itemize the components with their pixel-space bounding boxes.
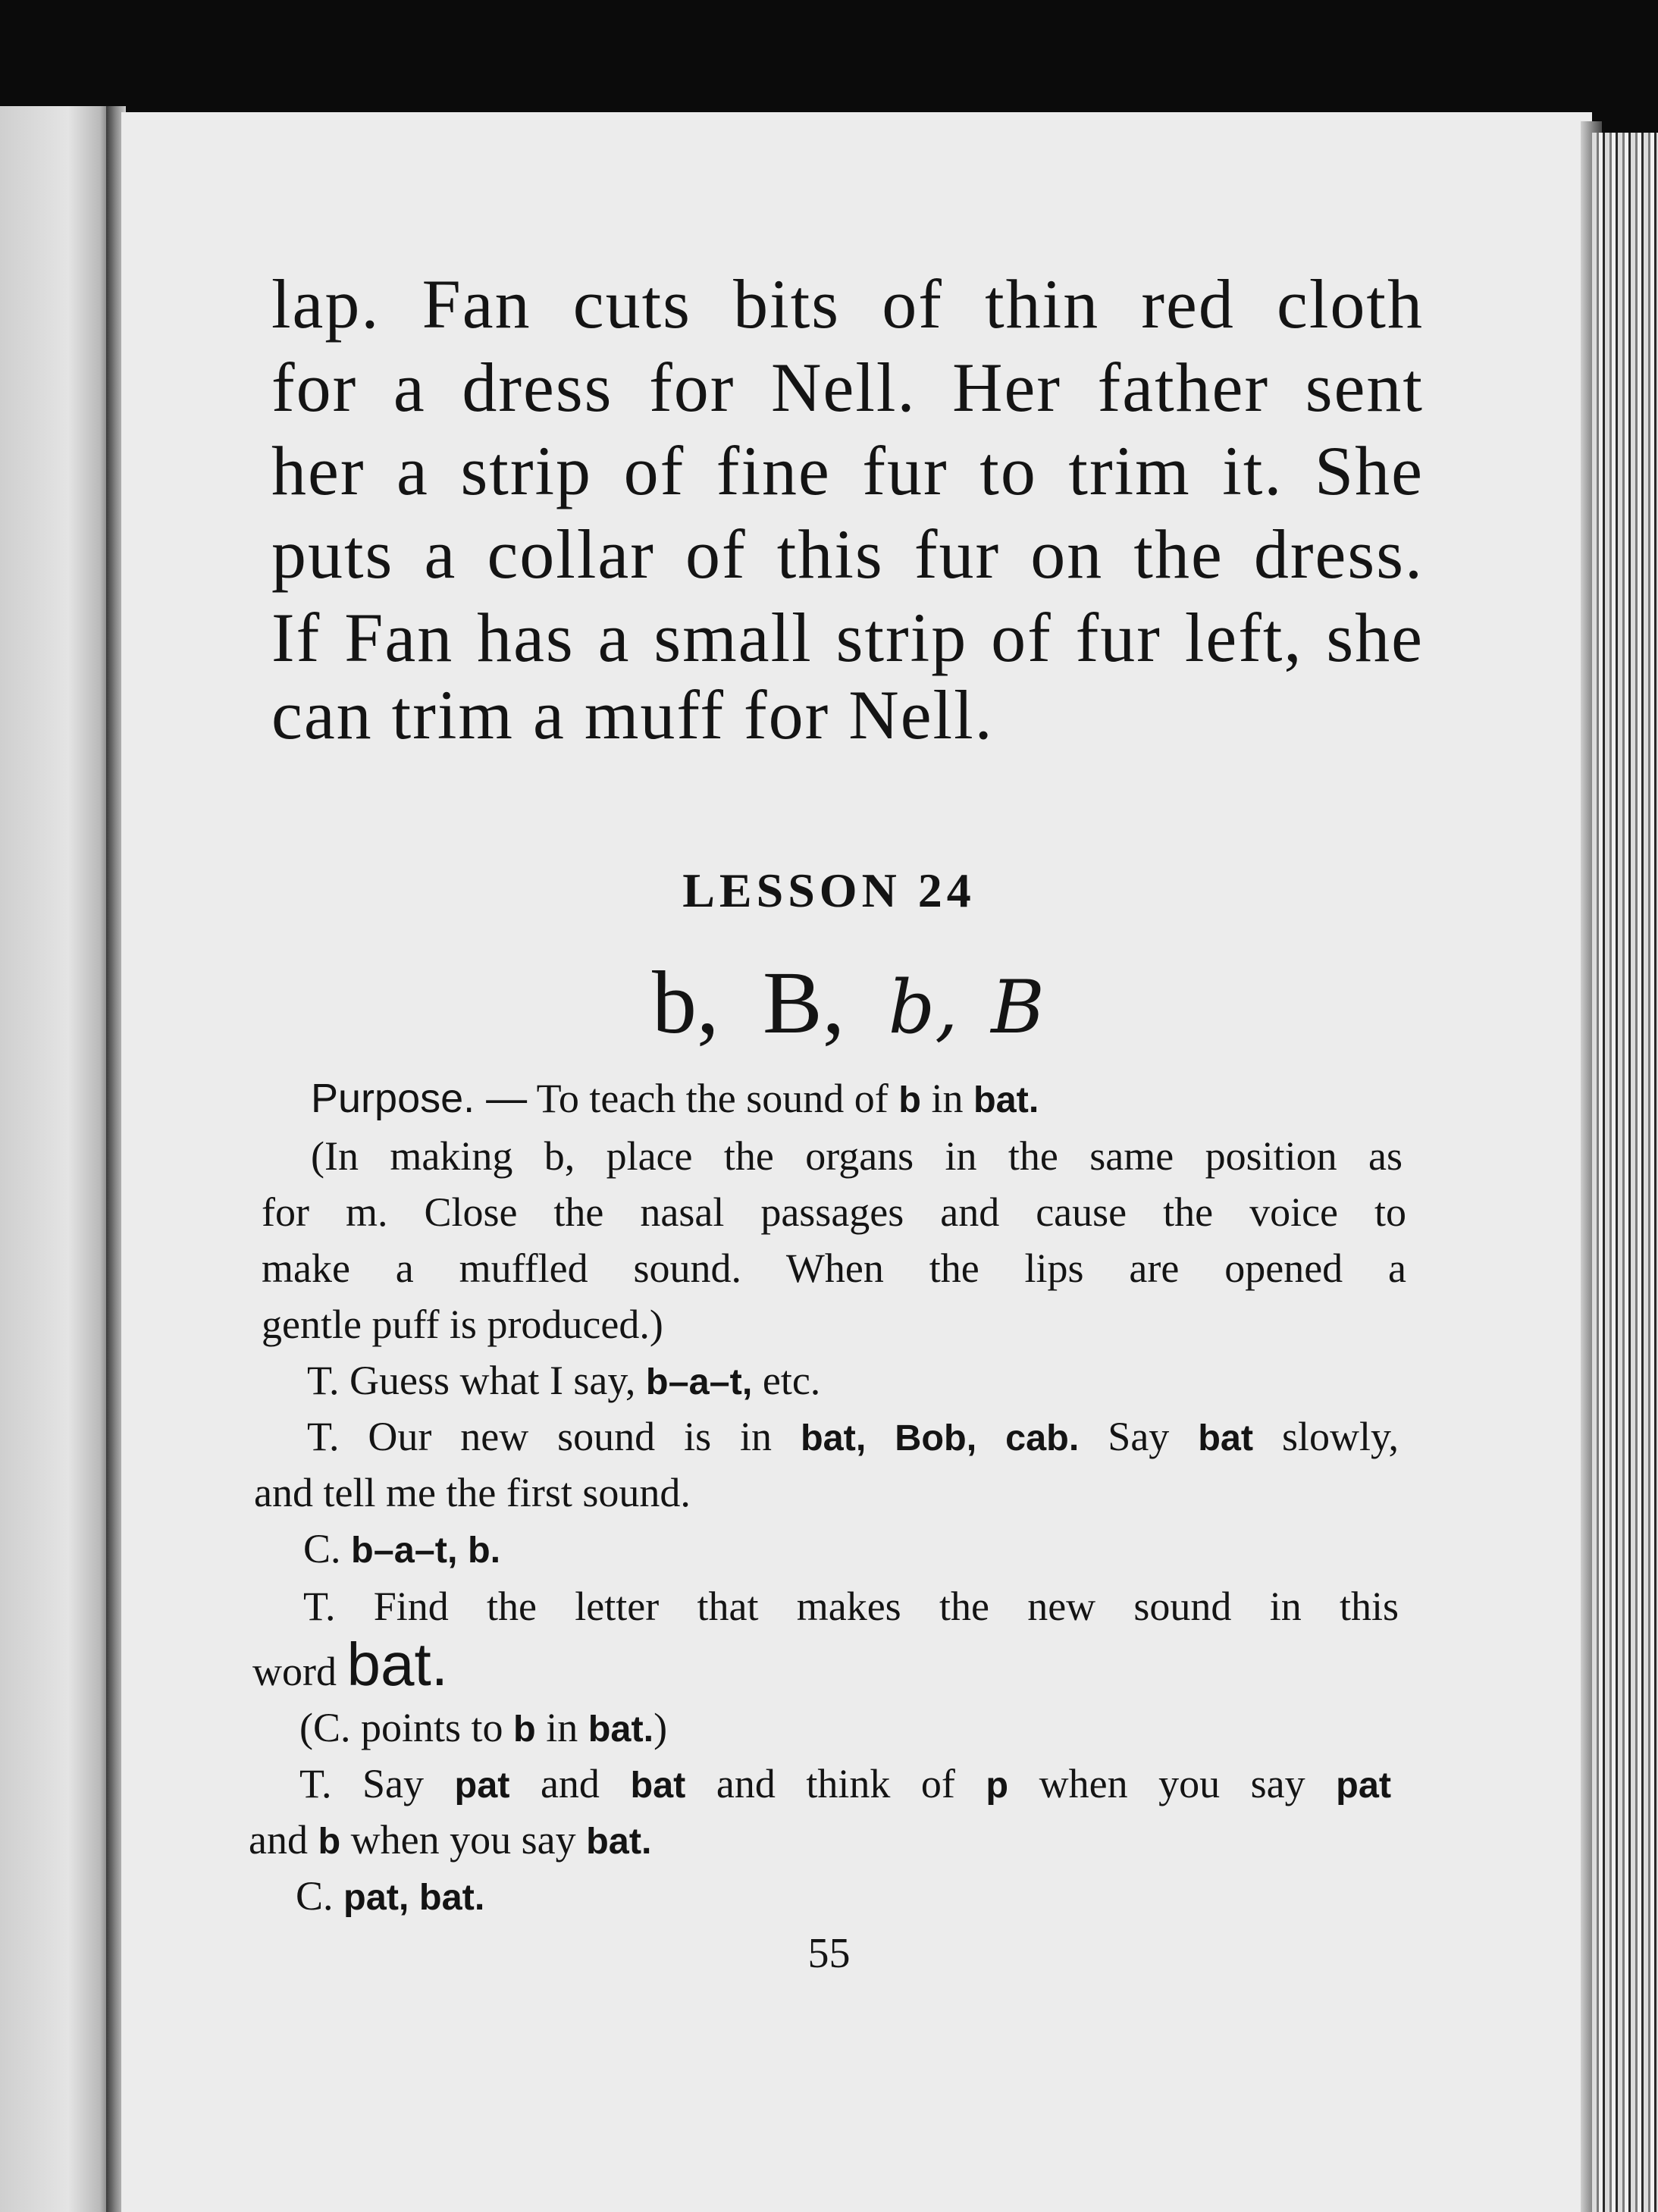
bold-word: bat. [588,1709,654,1750]
bold-word: bat. [586,1821,652,1862]
text: and think of [716,1761,955,1806]
left-page-edge [0,106,114,2212]
stacked-page-edges [1592,133,1658,2212]
text: word [252,1649,337,1694]
child-line [299,1704,1444,1751]
print-uppercase-b: B, [763,953,845,1052]
story-line: puts a collar of this fur on the dress. [271,515,1424,593]
text: T. Our new sound is in [307,1414,773,1459]
teacher-line [307,1357,1452,1404]
note-line: gentle puff is produced.) [262,1302,663,1347]
story-line: her a strip of fine fur to trim it. She [271,432,1424,509]
text: C. [296,1873,334,1919]
child-line [296,1872,1440,1919]
text: and [249,1817,308,1863]
story-line: If Fan has a small strip of fur left, she [271,599,1424,676]
purpose-label: Purpose. — [311,1076,528,1121]
purpose-text: To teach the sound of [536,1076,889,1121]
text: in [931,1076,964,1121]
text: C. [303,1526,341,1571]
bold-word: pat, bat. [343,1877,485,1918]
teacher-line: T. Find the letter that makes the new sound in this [303,1584,1399,1629]
note-line: (In making b, place the organs in the same position as [311,1133,1403,1179]
story-line: for a dress for Nell. Her father sent [271,349,1424,426]
text: T. Say [299,1761,424,1806]
bold-word: b–a–t, [645,1361,753,1402]
text: in [546,1705,578,1750]
text: when you say [350,1817,576,1863]
bold-word: bat [973,1079,1029,1120]
text: T. Guess what I say, [307,1358,636,1403]
teacher-line [299,1760,1391,1807]
script-lowercase-b: b, [888,965,958,1050]
story-line: lap. Fan cuts bits of thin red cloth [271,265,1424,343]
child-line [303,1525,1448,1572]
purpose-line: Purpose. — To teach the sound of b in bat. [311,1076,1039,1121]
text: and [540,1761,600,1806]
text: ) [653,1705,668,1750]
script-uppercase-b: B [991,965,1045,1050]
teacher-line [252,1630,1397,1700]
text: Say [1108,1414,1170,1459]
bold-letter: p [986,1765,1009,1806]
teacher-line [307,1413,1399,1460]
story-line: can trim a muff for Nell. [271,676,994,754]
bold-letter: b [898,1079,921,1120]
bold-word: bat, Bob, cab. [800,1418,1080,1458]
text: when you say [1039,1761,1305,1806]
print-lowercase-b: b, [652,953,719,1052]
note-line: make a muffled sound. When the lips are opened a [262,1245,1406,1291]
large-word: bat. [346,1631,448,1698]
note-line: for m. Close the nasal passages and cause the voice to [262,1189,1406,1235]
letter-display [652,951,1045,1057]
bold-word: pat [1336,1765,1392,1806]
text: etc. [762,1358,821,1403]
text: slowly, [1282,1414,1399,1459]
teacher-line [249,1816,1393,1863]
bold-word: bat [1198,1418,1254,1458]
bold-word: pat [454,1765,510,1806]
text: (C. points to [299,1705,503,1750]
bold-letter: b [318,1821,341,1862]
bold-word: b–a–t, b. [351,1530,501,1571]
page-number: 55 [807,1930,851,1977]
teacher-line: and tell me the first sound. [254,1470,691,1515]
bold-letter: b [513,1709,536,1750]
bold-word: bat [630,1765,686,1806]
lesson-heading: LESSON 24 [682,863,976,917]
